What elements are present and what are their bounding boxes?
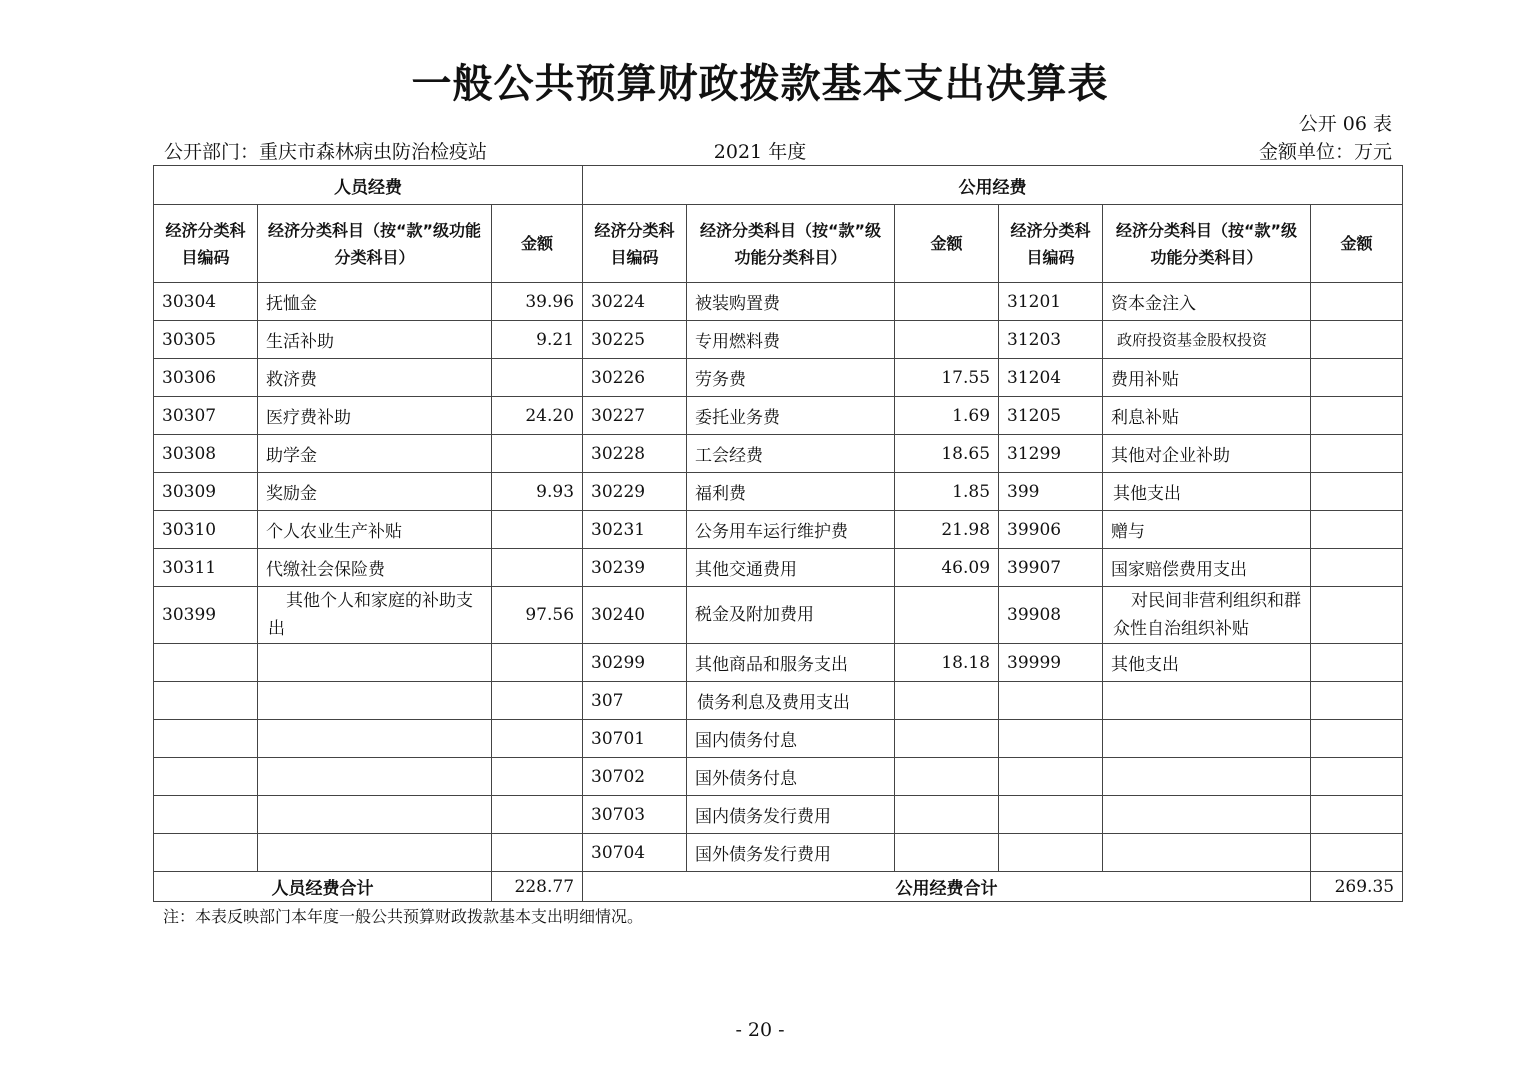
name-cell: 资本金注入 [1103,283,1311,321]
amount-cell [1311,587,1403,644]
column-header-name: 经济分类科目（按“款”级功能分类科目） [1103,205,1311,283]
amount-cell [492,435,583,473]
amount-cell [1311,720,1403,758]
amount-cell: 24.20 [492,397,583,435]
amount-cell [1311,834,1403,872]
name-cell: 公务用车运行维护费 [687,511,895,549]
amount-cell [1311,435,1403,473]
amount-cell: 39.96 [492,283,583,321]
amount-cell [895,758,999,796]
code-cell [999,758,1103,796]
code-cell: 31204 [999,359,1103,397]
name-cell: 对民间非营利组织和群众性自治组织补贴 [1103,587,1311,644]
column-header-code: 经济分类科目编码 [999,205,1103,283]
name-cell: 代缴社会保险费 [258,549,492,587]
name-cell: 委托业务费 [687,397,895,435]
code-cell: 30240 [583,587,687,644]
code-cell: 30306 [154,359,258,397]
amount-cell [1311,473,1403,511]
amount-cell [895,283,999,321]
code-cell: 31299 [999,435,1103,473]
amount-cell [1311,549,1403,587]
expenditure-table [153,165,1403,902]
amount-cell [492,720,583,758]
code-cell: 30311 [154,549,258,587]
column-header-name: 经济分类科目（按“款”级功能分类科目） [687,205,895,283]
department-label: 公开部门：重庆市森林病虫防治检疫站 [164,141,488,163]
name-cell: 国内债务付息 [687,720,895,758]
amount-cell: 9.93 [492,473,583,511]
column-header-code: 经济分类科目编码 [583,205,687,283]
name-cell: 抚恤金 [258,283,492,321]
name-cell: 其他支出 [1103,644,1311,682]
amount-cell [492,834,583,872]
amount-cell [492,549,583,587]
code-cell: 30702 [583,758,687,796]
table-row [154,359,1403,397]
amount-cell [1311,283,1403,321]
name-cell [1103,682,1311,720]
code-cell: 30704 [583,834,687,872]
amount-cell [1311,359,1403,397]
code-cell: 30307 [154,397,258,435]
name-cell [258,796,492,834]
name-cell: 其他支出 [1103,473,1311,511]
code-cell: 30399 [154,587,258,644]
name-cell [1103,834,1311,872]
amount-cell: 21.98 [895,511,999,549]
column-header-name: 经济分类科目（按“款”级功能分类科目） [258,205,492,283]
name-cell [258,720,492,758]
code-cell: 307 [583,682,687,720]
name-cell [1103,796,1311,834]
code-cell: 39999 [999,644,1103,682]
amount-cell [895,682,999,720]
name-cell: 其他交通费用 [687,549,895,587]
code-cell: 30703 [583,796,687,834]
name-cell: 劳务费 [687,359,895,397]
table-row [154,587,1403,644]
code-cell: 30308 [154,435,258,473]
name-cell: 国外债务发行费用 [687,834,895,872]
column-header-amount: 金额 [895,205,999,283]
amount-cell [895,834,999,872]
name-cell: 政府投资基金股权投资 [1103,321,1311,359]
amount-cell [1311,644,1403,682]
name-cell: 被装购置费 [687,283,895,321]
amount-cell [895,587,999,644]
amount-unit: 金额单位：万元 [1258,141,1392,163]
code-cell [154,682,258,720]
amount-cell: 17.55 [895,359,999,397]
code-cell [154,834,258,872]
name-cell: 福利费 [687,473,895,511]
name-cell: 医疗费补助 [258,397,492,435]
code-cell: 31205 [999,397,1103,435]
column-header-code: 经济分类科目编码 [154,205,258,283]
code-cell [999,834,1103,872]
name-cell: 费用补贴 [1103,359,1311,397]
amount-cell [895,720,999,758]
name-cell [258,834,492,872]
amount-cell [492,511,583,549]
amount-cell [895,321,999,359]
name-cell: 工会经费 [687,435,895,473]
name-cell [1103,758,1311,796]
fiscal-year: 2021 年度 [713,141,807,163]
name-cell: 赠与 [1103,511,1311,549]
name-cell: 国家赔偿费用支出 [1103,549,1311,587]
code-cell: 30239 [583,549,687,587]
table-note: 注：本表反映部门本年度一般公共预算财政拨款基本支出明细情况。 [163,907,644,926]
code-cell [999,720,1103,758]
code-cell: 30299 [583,644,687,682]
total-personnel-label: 人员经费合计 [154,872,492,902]
section-public-header: 公用经费 [583,166,1403,205]
amount-cell: 1.85 [895,473,999,511]
amount-cell [1311,511,1403,549]
table-row [154,758,1403,796]
name-cell [258,682,492,720]
code-cell: 30310 [154,511,258,549]
table-row [154,644,1403,682]
table-row [154,473,1403,511]
code-cell: 39907 [999,549,1103,587]
name-cell: 国内债务发行费用 [687,796,895,834]
name-cell: 其他对企业补助 [1103,435,1311,473]
amount-cell [1311,397,1403,435]
page-number: - 20 - [735,1019,785,1041]
table-row [154,321,1403,359]
code-cell [154,758,258,796]
amount-cell [895,796,999,834]
amount-cell: 46.09 [895,549,999,587]
name-cell: 助学金 [258,435,492,473]
name-cell: 其他个人和家庭的补助支出 [258,587,492,644]
table-number: 公开 06 表 [1298,113,1392,135]
table-row [154,834,1403,872]
name-cell [1103,720,1311,758]
totals-row [154,872,1403,902]
code-cell: 30224 [583,283,687,321]
table-row [154,397,1403,435]
code-cell [154,796,258,834]
code-cell: 39908 [999,587,1103,644]
code-cell: 30225 [583,321,687,359]
amount-cell: 18.18 [895,644,999,682]
table-row [154,511,1403,549]
amount-cell [492,644,583,682]
code-cell: 31203 [999,321,1103,359]
table-row [154,435,1403,473]
amount-cell [1311,321,1403,359]
code-cell: 30305 [154,321,258,359]
amount-cell [1311,682,1403,720]
name-cell [258,758,492,796]
total-public-value: 269.35 [1311,872,1403,902]
amount-cell [492,758,583,796]
code-cell: 30226 [583,359,687,397]
name-cell: 奖励金 [258,473,492,511]
table-row [154,682,1403,720]
code-cell: 31201 [999,283,1103,321]
amount-cell: 9.21 [492,321,583,359]
code-cell: 30309 [154,473,258,511]
name-cell [258,644,492,682]
column-header-amount: 金额 [1311,205,1403,283]
amount-cell [1311,796,1403,834]
table-row [154,283,1403,321]
table-row [154,720,1403,758]
name-cell: 债务利息及费用支出 [687,682,895,720]
amount-cell [1311,758,1403,796]
name-cell: 其他商品和服务支出 [687,644,895,682]
amount-cell: 97.56 [492,587,583,644]
name-cell: 个人农业生产补贴 [258,511,492,549]
code-cell [154,720,258,758]
table-row [154,796,1403,834]
amount-cell: 18.65 [895,435,999,473]
name-cell: 专用燃料费 [687,321,895,359]
name-cell: 救济费 [258,359,492,397]
total-public-label: 公用经费合计 [583,872,1311,902]
table-row [154,549,1403,587]
code-cell: 30701 [583,720,687,758]
code-cell [154,644,258,682]
code-cell [999,682,1103,720]
code-cell: 30229 [583,473,687,511]
name-cell: 国外债务付息 [687,758,895,796]
name-cell: 税金及附加费用 [687,587,895,644]
amount-cell [492,796,583,834]
code-cell: 30304 [154,283,258,321]
code-cell: 30231 [583,511,687,549]
amount-cell [492,682,583,720]
code-cell [999,796,1103,834]
code-cell: 30227 [583,397,687,435]
code-cell: 39906 [999,511,1103,549]
code-cell: 30228 [583,435,687,473]
total-personnel-value: 228.77 [492,872,583,902]
code-cell: 399 [999,473,1103,511]
name-cell: 生活补助 [258,321,492,359]
page-title: 一般公共预算财政拨款基本支出决算表 [411,61,1109,107]
column-header-amount: 金额 [492,205,583,283]
section-personnel-header: 人员经费 [154,166,583,205]
amount-cell [492,359,583,397]
name-cell: 利息补贴 [1103,397,1311,435]
amount-cell: 1.69 [895,397,999,435]
